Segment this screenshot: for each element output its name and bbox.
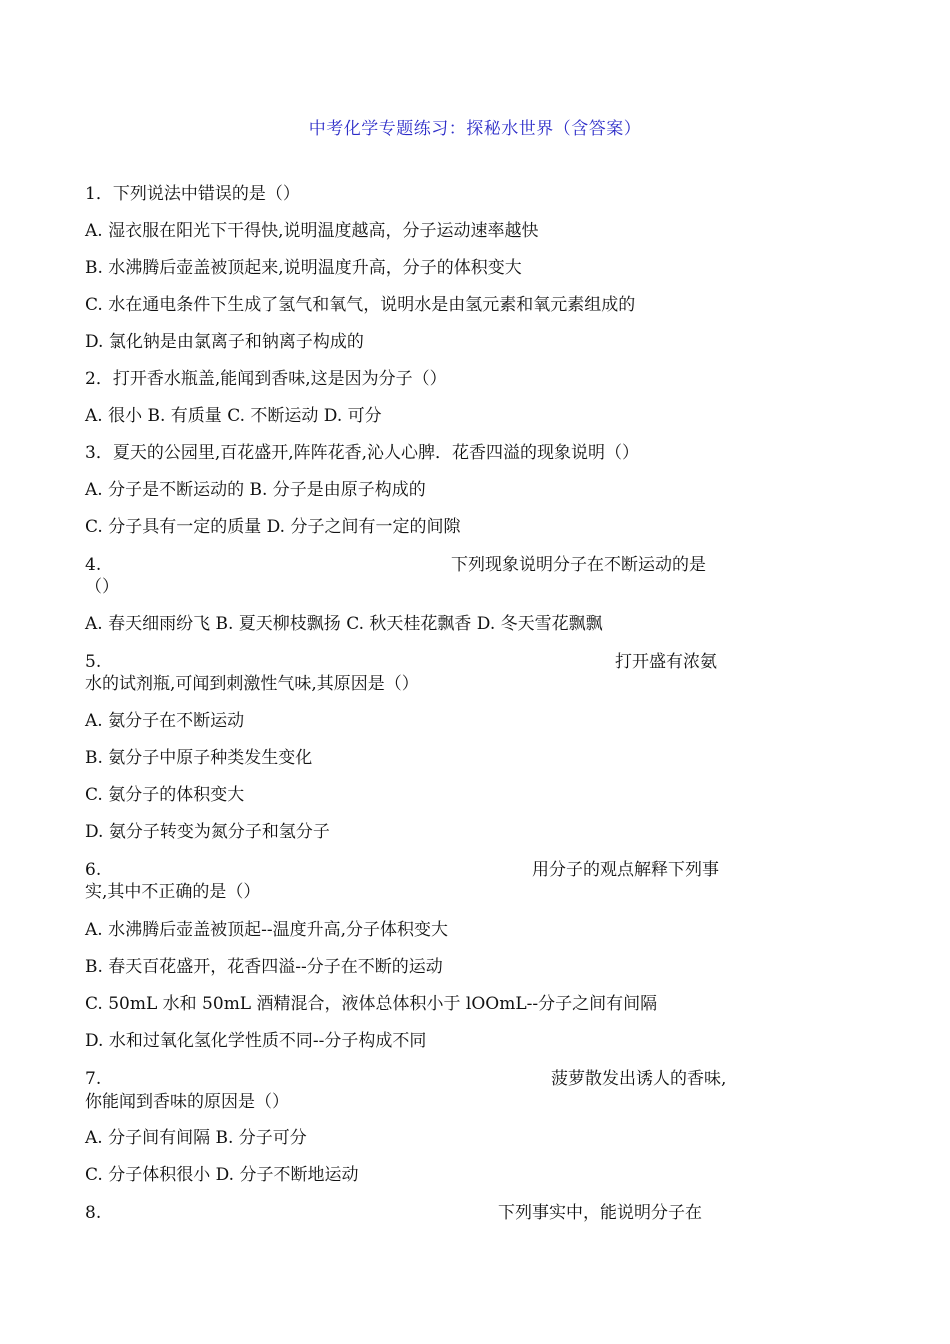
q6-stem-continued: 实,其中不正确的是（） [85,882,261,902]
q5-option-d: D. 氨分子转变为氮分子和氢分子 [85,822,330,842]
q6-option-b: B. 春天百花盛开，花香四溢--分子在不断的运动 [85,957,443,977]
q1-option-b: B. 水沸腾后壶盖被顶起来,说明温度升高，分子的体积变大 [85,258,522,278]
q8-stem: 下列事实中，能说明分子在 [498,1203,702,1223]
q1-option-c: C. 水在通电条件下生成了氢气和氧气，说明水是由氢元素和氧元素组成的 [85,295,636,315]
q1-option-a: A. 湿衣服在阳光下干得快,说明温度越高，分子运动速率越快 [85,221,539,241]
q7-stem: 菠萝散发出诱人的香味, [551,1069,727,1089]
q5-option-c: C. 氨分子的体积变大 [85,785,245,805]
q5-number: 5. [85,652,102,672]
q6-option-c: C. 50mL 水和 50mL 酒精混合，液体总体积小于 lOOmL--分子之间有间隔 [85,994,658,1014]
q1-option-d: D. 氯化钠是由氯离子和钠离子构成的 [85,332,364,352]
q6-stem: 用分子的观点解释下列事 [532,860,719,880]
q7-options-row1: A. 分子间有间隔 B. 分子可分 [85,1128,307,1148]
q3-stem: 3．夏天的公园里,百花盛开,阵阵花香,沁人心脾．花香四溢的现象说明（） [85,443,640,463]
q8-number: 8. [85,1203,102,1223]
q2-stem: 2．打开香水瓶盖,能闻到香味,这是因为分子（） [85,369,447,389]
q6-option-d: D. 水和过氧化氢化学性质不同--分子构成不同 [85,1031,427,1051]
q7-options-row2: C. 分子体积很小 D. 分子不断地运动 [85,1165,359,1185]
q6-number: 6. [85,860,102,880]
q3-options-row1: A. 分子是不断运动的 B. 分子是由原子构成的 [85,480,426,500]
q4-stem: 下列现象说明分子在不断运动的是 [451,555,706,575]
q4-options: A. 春天细雨纷飞 B. 夏天柳枝飘扬 C. 秋天桂花飘香 D. 冬天雪花飘飘 [85,614,603,634]
q6-option-a: A. 水沸腾后壶盖被顶起--温度升高,分子体积变大 [85,920,448,940]
q3-options-row2: C. 分子具有一定的质量 D. 分子之间有一定的间隙 [85,517,461,537]
q5-stem: 打开盛有浓氨 [615,652,717,672]
q4-number: 4. [85,555,102,575]
document-title: 中考化学专题练习：探秘水世界（含答案） [308,119,642,139]
q5-option-b: B. 氨分子中原子种类发生变化 [85,748,313,768]
q7-stem-continued: 你能闻到香味的原因是（） [85,1092,289,1112]
q2-options: A. 很小 B. 有质量 C. 不断运动 D. 可分 [85,406,382,426]
q5-stem-continued: 水的试剂瓶,可闻到刺激性气味,其原因是（） [85,674,419,694]
q4-stem-continued: （） [85,577,119,597]
q7-number: 7. [85,1069,102,1089]
q5-option-a: A. 氨分子在不断运动 [85,711,245,731]
q1-stem: 1．下列说法中错误的是（） [85,184,300,204]
